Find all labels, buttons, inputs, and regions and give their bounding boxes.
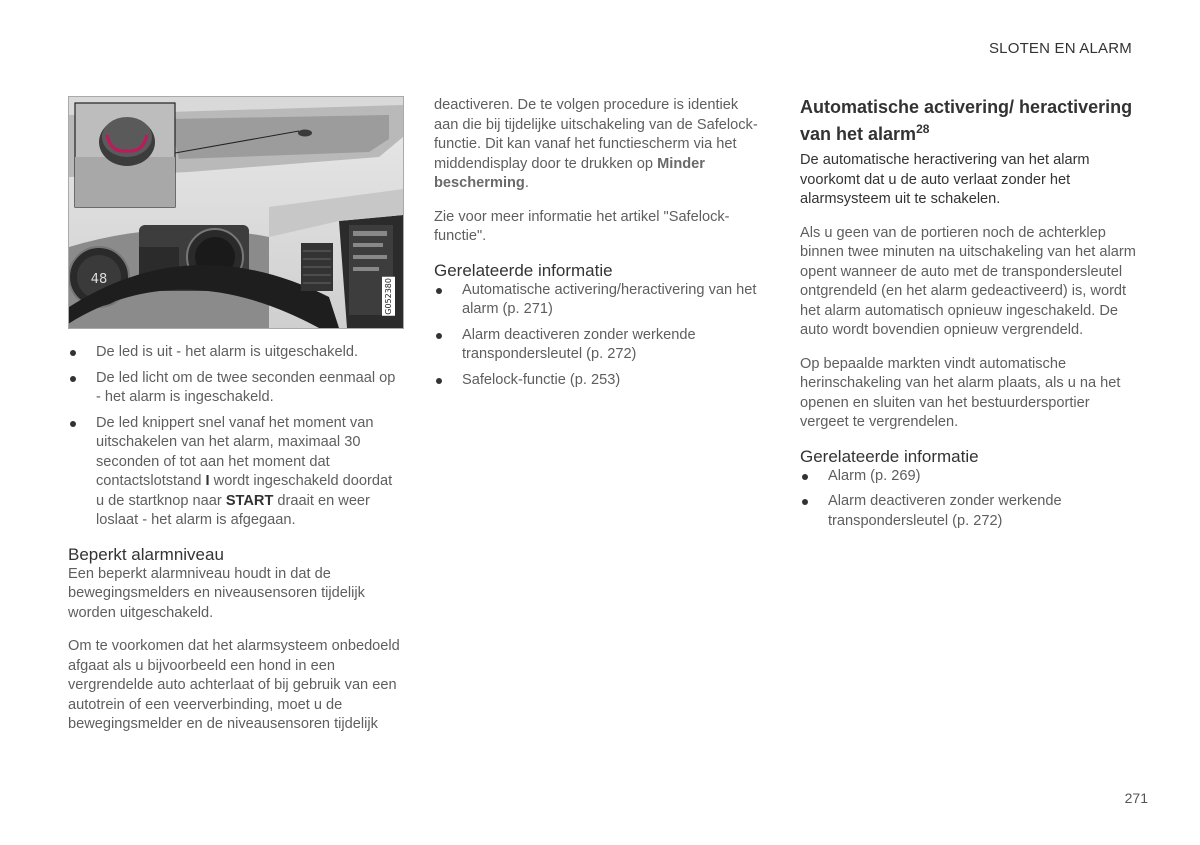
related-link[interactable]: Alarm deactiveren zonder werkende transpondersleutel (p. 272) xyxy=(434,326,764,365)
bullet-icon xyxy=(436,333,442,339)
paragraph: deactiveren. De te volgen procedure is identiek aan die bij tijdelijke uitschakeling van de Safelock-functie. Dit kan vanaf het functiescherm via het middendisplay door te drukken op Minder bescherming. xyxy=(434,97,758,191)
bullet-icon xyxy=(70,350,76,356)
paragraph: Een beperkt alarmniveau houdt in dat de bewegingsmelders en niveausensoren tijdelijk worden uitgeschakeld. xyxy=(68,565,365,621)
bullet-icon xyxy=(70,421,76,427)
related-info-heading: Gerelateerde informatie xyxy=(434,260,613,280)
list-item: De led licht om de twee seconden eenmaal op - het alarm is ingeschakeld. xyxy=(68,369,404,408)
paragraph: Op bepaalde markten vindt automatische herinschakeling van het alarm plaats, als u na het openen en sluiten van het bestuurdersportier vergeet te vergrendelen. xyxy=(800,355,1121,430)
bullet-icon xyxy=(70,376,76,382)
related-info-list xyxy=(800,467,1136,532)
related-link[interactable]: Alarm (p. 269) xyxy=(800,467,1136,487)
dashboard-illustration xyxy=(69,97,403,328)
intro-paragraph: De automatische heractivering van het alarm voorkomt dat u de auto verlaat zonder het alarmsysteem uit te schakelen. xyxy=(800,152,1090,207)
alarm-led-illustration xyxy=(68,96,404,329)
section-header: SLOTEN EN ALARM xyxy=(988,40,1132,57)
related-link[interactable]: Safelock-functie (p. 253) xyxy=(434,371,764,391)
figure-code: G052380 xyxy=(384,278,393,315)
led-status-list xyxy=(68,343,404,531)
footnote-reference: 28 xyxy=(916,122,930,136)
bullet-icon xyxy=(802,474,808,480)
related-info-list xyxy=(434,281,764,391)
related-link[interactable]: Automatische activering/heractivering van het alarm (p. 271) xyxy=(434,281,764,320)
speed-readout: 48 xyxy=(90,272,108,287)
bullet-icon xyxy=(436,378,442,384)
column-right xyxy=(800,96,1136,545)
related-info-heading: Gerelateerde informatie xyxy=(800,446,979,466)
list-item: De led is uit - het alarm is uitgeschakeld. xyxy=(68,343,404,363)
menu-option-text: Minder bescherming xyxy=(434,155,705,191)
related-link[interactable]: Alarm deactiveren zonder werkende transpondersleutel (p. 272) xyxy=(800,492,1136,531)
bullet-icon xyxy=(436,288,442,294)
article-title: Automatische activering/ heractivering van het alarm$^{28}$ xyxy=(800,97,1133,144)
section-heading: Beperkt alarmniveau xyxy=(68,544,224,564)
paragraph: Als u geen van de portieren noch de achterklep binnen twee minuten na uitschakeling van het alarm opent wanneer de auto met de transpondersleutel ontgrendeld (en het alarm gedeactiveerd) is, wordt het alarm automatisch opnieuw ingeschakeld. De auto wordt bovendien opnieuw vergrendeld. xyxy=(800,224,1136,338)
bullet-icon xyxy=(802,499,808,505)
column-left xyxy=(68,96,404,749)
paragraph: Zie voor meer informatie het artikel "Safelock-functie". xyxy=(434,208,730,244)
page-number: 271 xyxy=(1124,790,1148,806)
column-middle xyxy=(434,96,764,404)
paragraph: Om te voorkomen dat het alarmsysteem onbedoeld afgaat als u bijvoorbeeld een hond in een vergrendelde auto achterlaat of bij gebruik van een autotrein of een veerverbinding, moet u de bewegingsmelder en de niveausensoren tijdelijk xyxy=(68,638,400,732)
list-item: De led knippert snel vanaf het moment van uitschakelen van het alarm, maximaal 30 seconden of tot aan het moment dat contactslotstand I wordt ingeschakeld doordat u de startknop naar START draait en weer loslaat - het alarm is afgegaan. xyxy=(68,414,404,531)
